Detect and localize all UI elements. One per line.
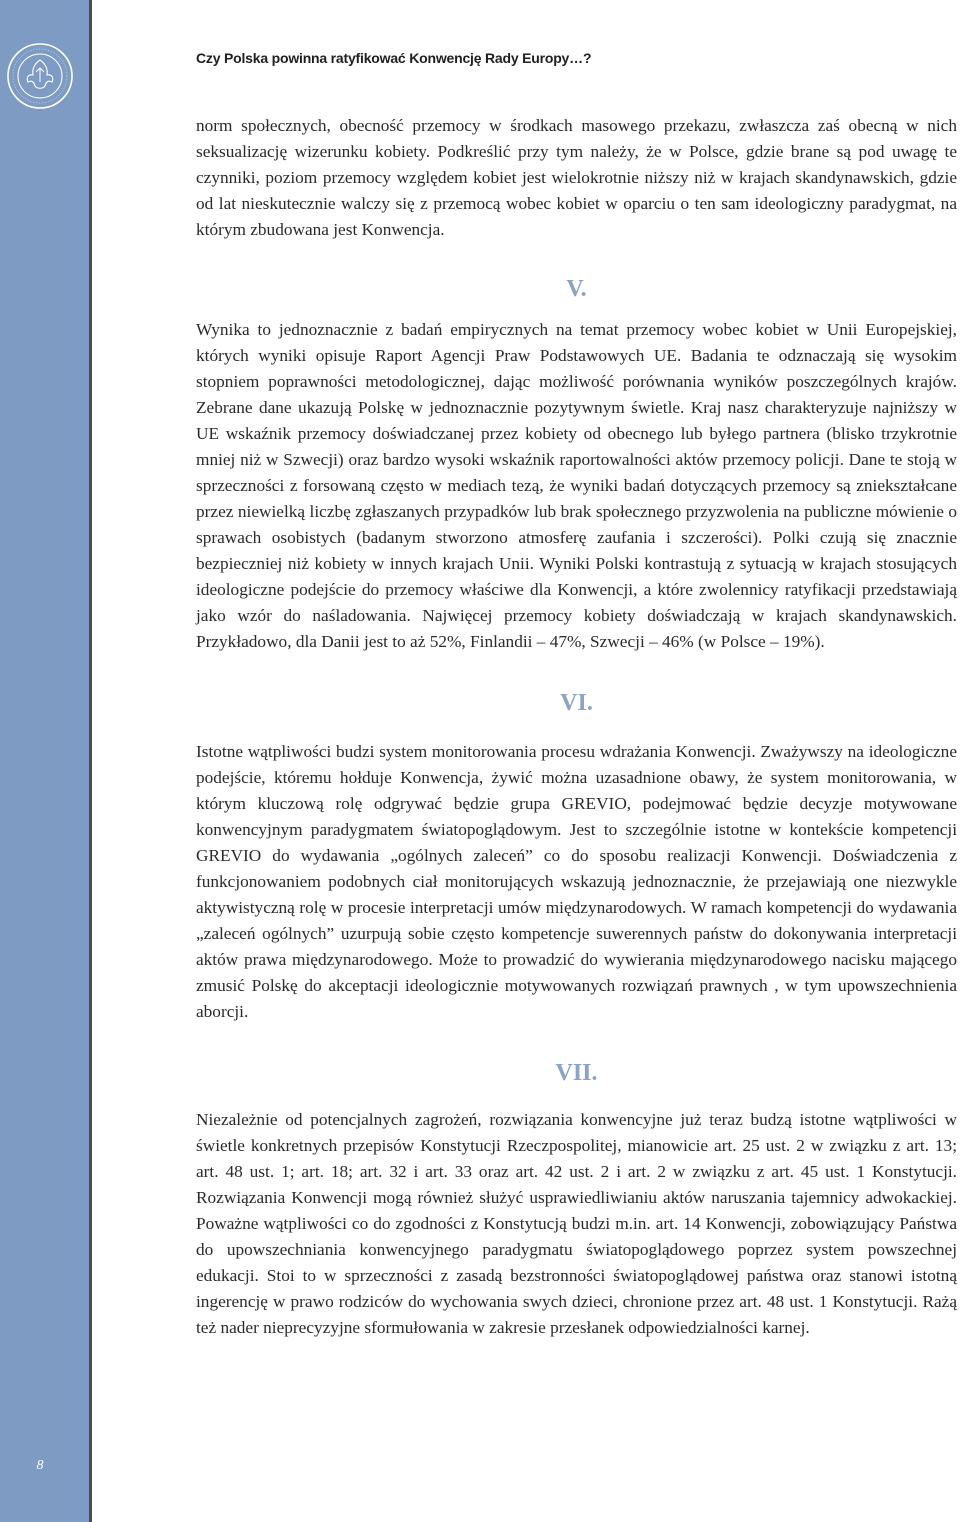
paragraph: Niezależnie od potencjalnych zagrożeń, rozwiązania konwencyjne już teraz budzą istotne wątpliwości w świetle konkretnych przepisów Konstytucji Rzeczpospolitej, mianowicie art. 25 ust. 2 w związku z art. 13; art. 48 ust. 1; art. 18; art. 32 i art. 33 oraz art. 42 ust. 2 i art. 2 w związku z art. 45 ust. 1 Konstytucji. Rozwiązania Konwencji mogą również służyć usprawiedliwianiu aktów naruszania tajemnicy adwokackiej. Poważne wątpliwości co do zgodności z Konstytucją budzi m.in. art. 14 Konwencji, zobowiązujący Państwa do upowszechniania konwencyjnego paradygmatu światopoglądowego poprzez system powszechnej edukacji. Stoi to w sprzeczności z zasadą bezstronności światopoglądowej państwa oraz stanowi istotną ingerencję w prawo rodziców do wychowania swych dzieci, chronione przez art. 48 ust. 1 Konstytucji. Rażą też nader nieprecyzyjne sformułowania w zakresie przesłanek odpowiedzialności karnej. — [196, 1110, 957, 1337]
page-number: 8 — [36, 1458, 44, 1473]
section-heading-v: V. — [566, 276, 587, 302]
main-content — [196, 113, 957, 1341]
institute-seal-icon — [6, 42, 74, 110]
sidebar-divider — [89, 0, 92, 1522]
section-heading-vii: VII. — [555, 1060, 598, 1086]
paragraph: Wynika to jednoznacznie z badań empirycznych na temat przemocy wobec kobiet w Unii Europejskiej, których wyniki opisuje Raport Agencji Praw Podstawowych UE. Badania te odznaczają się wysokim stopniem poprawności metodologicznej, dając możliwość porównania wyników poszczególnych krajów. Zebrane dane ukazują Polskę w jednoznacznie pozytywnym świetle. Kraj nasz charakteryzuje najniższy w UE wskaźnik przemocy doświadczanej przez kobiety od obecnego lub byłego partnera (blisko trzykrotnie mniej niż w Szwecji) oraz bardzo wysoki wskaźnik raportowalności aktów przemocy policji. Dane te stoją w sprzeczności z forsowaną często w mediach tezą, że wyniki badań dotyczących przemocy są zniekształcane przez niewielką liczbę zgłaszanych przypadków lub brak społecznego przyzwolenia na publiczne mówienie o sprawach osobistych (badanym stworzono atmosferę zaufania i szczerości). Polki czują się znacznie bezpieczniej niż kobiety w innych krajach Unii. Wyniki Polski kontrastują z sytuacją w krajach stosujących ideologiczne podejście do przemocy właściwe dla Konwencji, a które zwolennicy ratyfikacji przedstawiają jako wzór do naśladowania. Najwięcej przemocy kobiety doświadczają w krajach skandynawskich. Przykładowo, dla Danii jest to aż 52%, Finlandii – 47%, Szwecji – 46% (w Polsce – 19%). — [196, 320, 957, 651]
section-heading-vi: VI. — [560, 690, 593, 716]
paragraph: norm społecznych, obecność przemocy w środkach masowego przekazu, zwłaszcza zaś obecną w nich seksualizację wizerunku kobiety. Podkreślić przy tym należy, że w Polsce, gdzie brane są pod uwagę te czynniki, poziom przemocy względem kobiet jest wielokrotnie niższy niż w krajach skandynawskich, gdzie od lat nieskutecznie walczy się z przemocą wobec kobiet w oparciu o ten sam ideologiczny paradygmat, na którym zbudowana jest Konwencja. — [196, 116, 957, 239]
running-header: Czy Polska powinna ratyfikować Konwencję Rady Europy…? — [196, 50, 592, 66]
paragraph: Istotne wątpliwości budzi system monitorowania procesu wdrażania Konwencji. Zważywszy na ideologiczne podejście, któremu hołduje Konwencja, żywić można uzasadnione obawy, że system monitorowania, w którym kluczową rolę odgrywać będzie grupa GREVIO, podejmować będzie decyzje motywowane konwencyjnym paradygmatem światopoglądowym. Jest to szczególnie istotne w kontekście kompetencji GREVIO do wydawania „ogólnych zaleceń” co do sposobu realizacji Konwencji. Doświadczenia z funkcjonowaniem podobnych ciał monitorujących wskazują jednoznacznie, że przejawiają one niezwykle aktywistyczną rolę w procesie interpretacji umów międzynarodowych. W ramach kompetencji do wydawania „zaleceń ogólnych” uzurpują sobie często kompetencje suwerennych państw do dokonywania interpretacji aktów prawa międzynarodowego. Może to prowadzić do wywierania międzynarodowego nacisku mającego zmusić Polskę do akceptacji ideologicznie motywowanych rozwiązań prawnych , w tym upowszechnienia aborcji. — [196, 742, 957, 1021]
page-sidebar — [0, 0, 89, 1522]
